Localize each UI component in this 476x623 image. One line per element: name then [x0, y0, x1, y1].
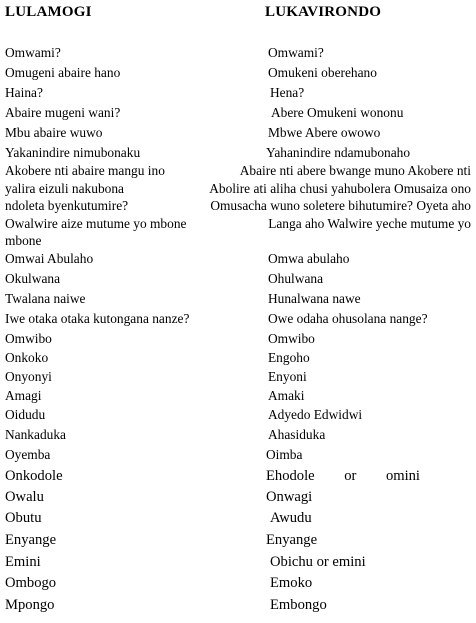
lukavirondo-phrase: Enyange: [266, 532, 318, 548]
lukavirondo-phrase: Owe odaha ohusolana nange?: [268, 311, 428, 326]
lulamogi-phrase: Ombogo: [5, 575, 57, 591]
paragraph-line: [5, 162, 471, 180]
lulamogi-phrase: Enyange: [5, 532, 57, 548]
lulamogi-phrase: Emini: [5, 554, 41, 570]
lulamogi-phrase: Onkodole: [5, 468, 63, 484]
lukavirondo-phrase: Yahanindire ndamubonaho: [266, 145, 411, 160]
lulamogi-phrase: Haina?: [5, 85, 43, 100]
lulamogi-phrase: Owalu: [5, 489, 44, 505]
wrapped-paragraph: [5, 162, 471, 250]
lulamogi-phrase: Onkoko: [5, 350, 49, 365]
paragraph-line: [5, 197, 471, 215]
lukavirondo-phrase: Oimba: [266, 447, 303, 462]
lukavirondo-fragment: Abaire nti abere bwange muno Akobere nti: [239, 163, 471, 178]
lulamogi-phrase: Okulwana: [5, 271, 61, 286]
lukavirondo-phrase: Hunalwana nawe: [268, 291, 361, 306]
lukavirondo-phrase: Ehodole: [266, 468, 315, 484]
lulamogi-fragment: Owalwire aize mutume yo mbone: [5, 215, 187, 231]
lulamogi-phrase: Twalana naiwe: [5, 291, 86, 306]
lukavirondo-phrase: Embongo: [270, 597, 327, 613]
lukavirondo-phrase: Omwami?: [268, 45, 324, 60]
paragraph-line: [5, 180, 471, 198]
lukavirondo-phrase: Emoko: [270, 575, 313, 591]
lulamogi-phrase: Abaire mugeni wani?: [5, 105, 121, 120]
lukavirondo-phrase: Mbwe Abere owowo: [268, 125, 381, 140]
lulamogi-fragment: Akobere nti abaire mangu ino: [5, 163, 165, 178]
lulamogi-phrase: Mbu abaire wuwo: [5, 125, 103, 140]
lukavirondo-phrase: Ohulwana: [268, 271, 324, 286]
lulamogi-phrase: Oyemba: [5, 447, 51, 462]
lukavirondo-phrase: Hena?: [270, 85, 305, 100]
lukavirondo-phrase: Engoho: [268, 350, 310, 365]
lukavirondo-phrase: Adyedo Edwidwi: [268, 407, 363, 422]
lulamogi-phrase: Omugeni abaire hano: [5, 65, 121, 80]
lulamogi-phrase: Obutu: [5, 510, 42, 526]
lukavirondo-phrase: Amaki: [268, 388, 305, 403]
lulamogi-phrase: Oidudu: [5, 407, 46, 422]
lulamogi-phrase: Amagi: [5, 388, 42, 403]
lukavirondo-alternatives: [266, 467, 420, 486]
lulamogi-fragment: mbone: [5, 233, 42, 248]
column-header-lulamogi: LULAMOGI: [5, 4, 92, 20]
paragraph-line: [5, 215, 471, 233]
paragraph-line: [5, 232, 471, 250]
column-header-lukavirondo: LUKAVIRONDO: [265, 4, 382, 20]
lukavirondo-phrase: Awudu: [270, 510, 312, 526]
lukavirondo-phrase: Enyoni: [268, 369, 307, 384]
lukavirondo-phrase: Omukeni oberehano: [268, 65, 377, 80]
lulamogi-phrase: Onyonyi: [5, 369, 52, 384]
lukavirondo-phrase: Obichu or emini: [270, 554, 366, 570]
conjunction-or: or: [344, 468, 357, 484]
lulamogi-phrase: Yakanindire nimubonaku: [5, 145, 141, 160]
lulamogi-fragment: yalira eizuli nakubona: [5, 180, 124, 196]
lukavirondo-phrase: Omwibo: [268, 331, 315, 346]
lukavirondo-phrase: Omwa abulaho: [268, 251, 350, 266]
lukavirondo-phrase: Abere Omukeni wononu: [271, 105, 404, 120]
lukavirondo-fragment: Abolire ati aliha chusi yahubolera Omusaiza ono: [209, 180, 471, 196]
lulamogi-phrase: Mpongo: [5, 597, 55, 613]
lulamogi-phrase: Nankaduka: [5, 427, 66, 442]
lulamogi-phrase: Omwibo: [5, 331, 52, 346]
lukavirondo-fragment: Langa aho Walwire yeche mutume yo: [268, 215, 471, 231]
lulamogi-fragment: ndoleta byenkutumire?: [5, 198, 129, 213]
lukavirondo-phrase: Ahasiduka: [268, 427, 326, 442]
lulamogi-phrase: Iwe otaka otaka kutongana nanze?: [5, 311, 190, 326]
lulamogi-phrase: Omwami?: [5, 45, 61, 60]
lukavirondo-phrase: omini: [385, 468, 420, 484]
lulamogi-phrase: Omwai Abulaho: [5, 251, 94, 266]
lukavirondo-fragment: Omusacha wuno soletere bihutumire? Oyeta aho: [210, 198, 471, 213]
lukavirondo-phrase: Onwagi: [266, 489, 313, 505]
